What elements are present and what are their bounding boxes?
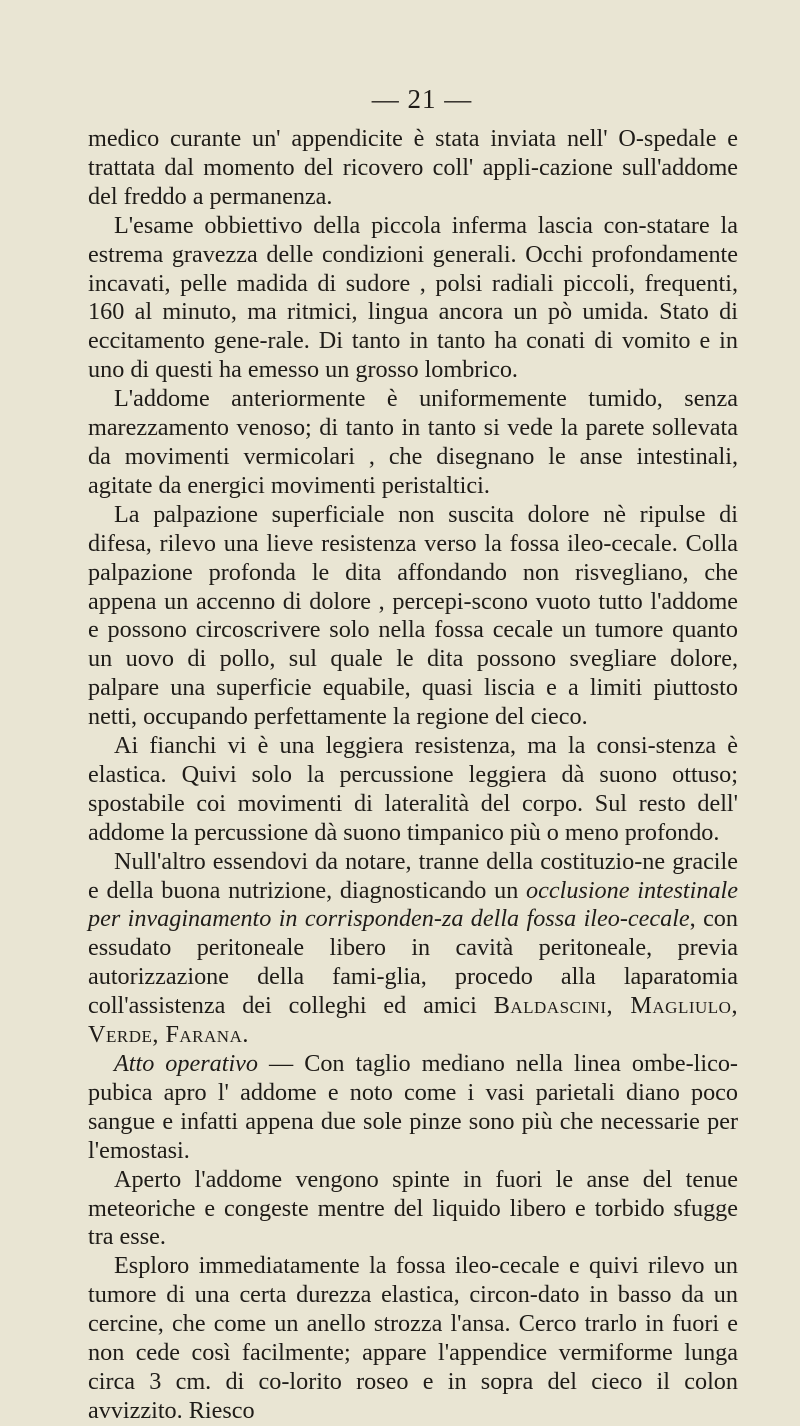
text-run: Aperto l'addome vengono spinte in fuori le anse del tenue meteoriche e congeste mentre del liquido libero e torbido sfugge tra esse. <box>88 1165 738 1251</box>
text-run: Ai fianchi vi è una leggiera resistenza, ma la consi-stenza è elastica. Quivi solo la percussione leggiera dà suono ottuso; spostabile coi movimenti di lateralità del corpo. Sul resto dell' addome la percussione dà suono timpanico più o meno profondo. <box>88 732 738 846</box>
text-run: . <box>242 1021 249 1049</box>
text-run: — Con taglio mediano nella linea ombe-lico-pubica apro l' addome e noto come i vasi parietali diano poco sangue e infatti appena due sole pinze sono più che necessarie per l'emostasi. <box>88 1050 738 1164</box>
body-text <box>88 125 738 1426</box>
text-run: L'addome anteriormente è uniformemente tumido, senza marezzamento venoso; di tanto in tanto si vede la parete sollevata da movimenti vermicolari , che disegnano le anse intestinali, agitate da energici movimenti peristaltici. <box>88 385 738 499</box>
paragraph <box>88 732 738 848</box>
smallcaps-names: Baldascini, Magliulo, Verde, Farana <box>88 992 738 1049</box>
text-run: L'esame obbiettivo della piccola inferma lascia con-statare la estrema gravezza delle condizioni generali. Occhi profondamente incavati, pelle madida di sudore , polsi radiali piccoli, frequenti, 160 al minuto, ma ritmici, lingua ancora un pò umida. Stato di eccitamento gene-rale. Di tanto in tanto ha conati di vomito e in uno di questi ha emesso un grosso lombrico. <box>88 211 738 384</box>
paragraph <box>88 1252 738 1425</box>
paragraph <box>88 125 738 212</box>
text-run: Null'altro essendovi da notare, tranne della costituzio-ne gracile e della buona nutrizione, diagnosticando un <box>88 847 738 904</box>
paragraph <box>88 848 738 1050</box>
italic-phrase: occlusione intestinale per invaginamento in corrisponden-za della fossa ileo-cecale <box>88 876 738 933</box>
text-run: La palpazione superficiale non suscita dolore nè ripulse di difesa, rilevo una lieve resistenza verso la fossa ileo-cecale. Colla palpazione profonda le dita affondando non risvegliano, che appena un accenno di dolore , percepi-scono vuoto tutto l'addome e possono circoscrivere solo nella fossa cecale un tumore quanto un uovo di pollo, sul quale le dita possono svegliare dolore, palpare una superficie equabile, quasi liscia e a limiti piuttosto netti, occupando perfettamente la regione del cieco. <box>88 500 738 731</box>
italic-phrase: Atto operativo <box>114 1050 259 1077</box>
page-number: — 21 — <box>371 84 473 114</box>
paragraph <box>88 1050 738 1166</box>
paragraph <box>88 1166 738 1253</box>
text-run: medico curante un' appendicite è stata inviata nell' O-spedale e trattata dal momento del ricovero coll' appli-cazione sull'addome del freddo a permanenza. <box>88 125 738 210</box>
paragraph <box>88 385 738 501</box>
text-run: , con essudato peritoneale libero in cavità peritoneale, previa autorizzazione della fami-glia, procedo alla laparatomia coll'assistenza dei colleghi ed amici <box>88 905 738 1020</box>
paragraph <box>88 212 738 385</box>
text-run: Esploro immediatamente la fossa ileo-cecale e quivi rilevo un tumore di una certa durezza elastica, circon-dato in basso da un cercine, che come un anello strozza l'ansa. Cerco trarlo in fuori e non cede così facilmente; appare l'appendice vermiforme lunga circa 3 cm. di co-lorito roseo e in sopra del cieco il colon avvizzito. Riesco <box>88 1252 738 1424</box>
paragraph <box>88 501 738 732</box>
